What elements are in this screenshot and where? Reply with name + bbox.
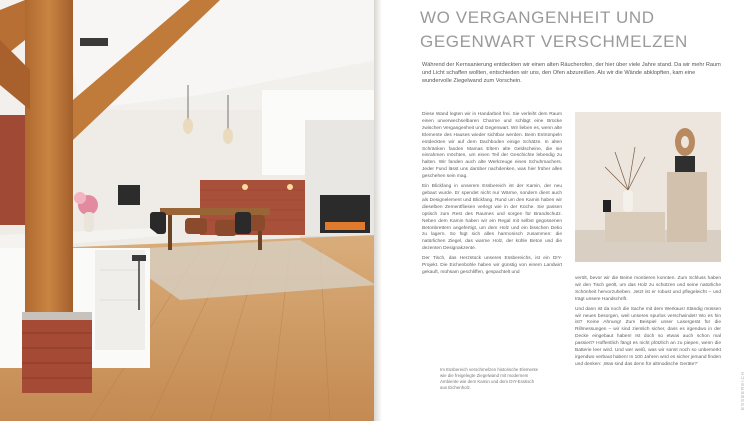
shelf-decor-illustration — [575, 112, 721, 262]
text-column-right — [575, 276, 721, 372]
photo-caption: Im Essbereich verschmelzen historische Elemente wie die freigelegte Ziegelwand mit modernem Ambiente wie dem Kamin und dem DIY-Esstisch aus Eichenholz. — [440, 367, 539, 390]
body-paragraph: Diese Wand legten wir in Handarbeit frei. Sie verleiht dem Raum einen unverwechselbaren Charme und schlägt eine Brücke zwischen Vergangenheit und Gegenwart. Wir lieben es, wenn alte Elemente des Hauses wieder sichtbar werden. Beim Entrümpeln entdeckten wir auf dem Dachboden einige Schätze. In alten Schränken fanden Mamas Eltern alte Geldscheine, die sie einrahmen möchten, um einen Teil der Geschichte lebendig zu halten. Wir fanden auch alte Werkzeuge eines Schuhmachers. Jeder Fund lässt uns darüber nachdenken, was hier früher alles geschehen sein mag. — [422, 112, 562, 180]
body-paragraph: verölt, bevor wir die Beine montieren konnten. Zum Schluss haben wir den Tisch geölt, um das Holz zu schützen und seine natürliche Schönheit hervorzuheben. Jetzt ist er robust und pflegeleicht – und trägt unsere Handschrift. — [575, 276, 721, 302]
body-paragraph: Und dann ist da noch die Sache mit dem Werkaus! Ständig müssen wir neues besorgen, weil unseres spurlos verschwindet! Wo es hin ist? Keine Ahnung! Zum Beispiel unser Lasergerät für die Rillmessungen – wir sind ziemlich sicher, dass es irgendwo in der Decke eingebaut haben! Ist doch so etwas auch schon mal passiert? Hoffentlich fängt es nicht plötzlich an zu piepen, wenn die Batterie leer wird. Und wer weiß, was wir sonst noch so unbemerkt irgendwo verbaut haben! In 100 Jahren wird es sicher jemand finden und denken: ‚Was sind das denn für altmodische Geräte?‘ — [575, 306, 721, 367]
text-column-left — [422, 112, 562, 280]
running-head: ESSBEREICH — [740, 370, 745, 410]
page-headline: WO VERGANGENHEIT UND GEGENWART VERSCHMELZEN — [420, 8, 688, 51]
shelf-decor-photo — [575, 112, 721, 262]
body-paragraph: Der Tisch, das Herzstück unseres Essbereichs, ist ein DIY-Projekt. Die Eichenbohle haben wir günstig von einem Landwirt gekauft, mühsam geschliffen, gespachtelt und — [422, 256, 562, 275]
intro-paragraph: Während der Kernsanierung entdeckten wir einen alten Räucherofen, der hier über viele Jahre stand. Da wir mehr Raum und Licht schaffen wollten, entschieden wir uns, den Ofen abzureißen. Als wir die Wände abklopften, kam eine wundervolle Ziegelwand zum Vorschein. — [422, 62, 721, 84]
body-paragraph: Ein Blickfang in unserem Essbereich ist der Kamin, der neu gebaut wurde. Er spendet nicht nur Wärme, sondern dient auch als Designelement und Blickfang. Rund um den Kamin haben wir dieselben Zementfliesen verlegt wie in der Küche. Sie passen optisch zum Rest des Raumes und sorgen für Brandschutz. Neben dem Kamin haben wir ein Regal mit selbst gegossenen Betonbrettern angefertigt, um dem Holz und ein bisschen Deko zu lagern. So fügt sich alles harmonisch zusammen: die natürlichen Ziegel, das warme Holz, der kühle Beton und die dezenten Designakzente. — [422, 184, 562, 252]
page-gutter — [374, 0, 382, 421]
text-page — [382, 0, 750, 421]
